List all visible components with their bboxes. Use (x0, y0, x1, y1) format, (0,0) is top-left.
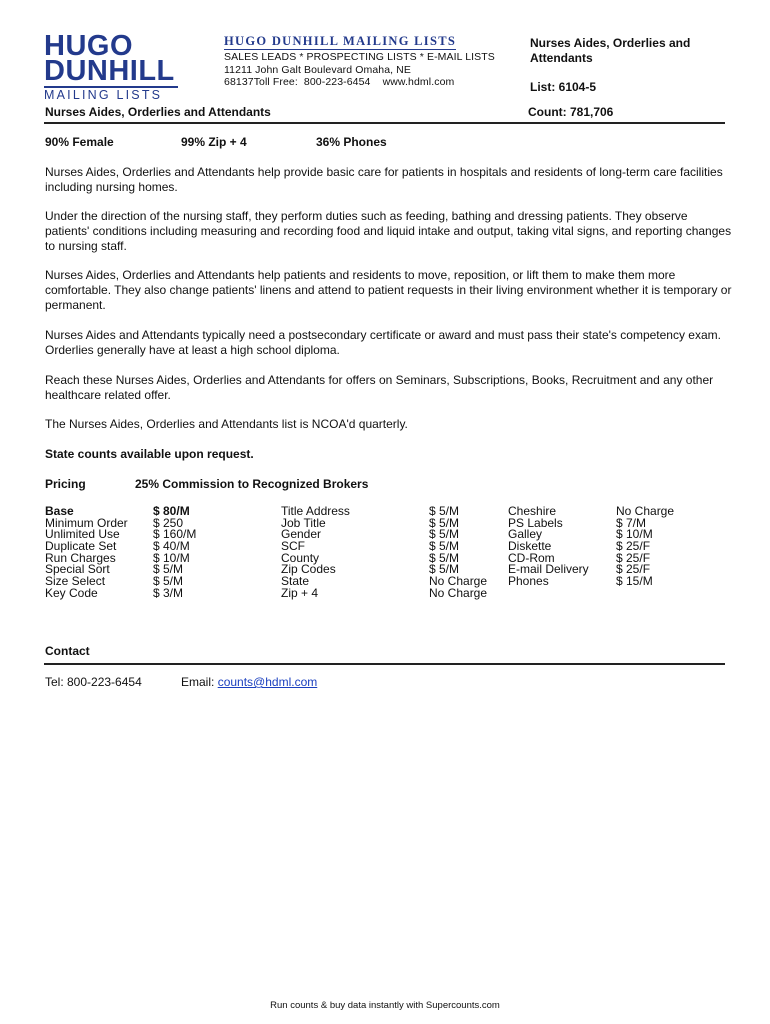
state-counts-note: State counts available upon request. (45, 447, 254, 461)
list-count: Count: 781,706 (528, 105, 614, 119)
pricing-col-2-labels (281, 506, 350, 600)
price-value: $ 5/M (429, 550, 460, 565)
price-value: $ 250 (153, 515, 184, 530)
contact-phone: Tel: 800-223-6454 (45, 675, 142, 689)
pricing-col-2-values (429, 506, 487, 600)
price-label: Size Select (45, 574, 106, 589)
price-label: Special Sort (45, 562, 110, 577)
price-value: $ 5/M (153, 574, 184, 589)
price-label: Zip Codes (281, 562, 336, 577)
address-line-2: 68137Toll Free: 800-223-6454 www.hdml.com (224, 76, 455, 88)
price-label: CD-Rom (508, 550, 555, 565)
pricing-col-3-values (616, 506, 674, 588)
price-label: PS Labels (508, 515, 563, 530)
price-label: Minimum Order (45, 515, 128, 530)
price-value: No Charge (616, 504, 675, 518)
price-value: $ 25/F (616, 550, 651, 565)
description-paragraph: The Nurses Aides, Orderlies and Attendants list is NCOA'd quarterly. (45, 417, 408, 431)
price-label: Run Charges (45, 550, 116, 565)
price-value: $ 15/M (616, 574, 653, 589)
description-paragraph: Under the direction of the nursing staff, they perform duties such as feeding, bathing and dressing patients. They observe patients' conditions including measuring and recording food and liquid intake and output, taking vital signs, and reporting changes to nursing staff. (45, 209, 732, 253)
price-label: Diskette (508, 539, 552, 554)
price-label: Key Code (45, 585, 98, 600)
divider (44, 122, 725, 124)
price-value: No Charge (429, 574, 488, 589)
price-label: SCF (281, 539, 305, 554)
price-value: $ 10/M (153, 550, 190, 565)
price-value: $ 5/M (429, 504, 460, 518)
tagline: SALES LEADS * PROSPECTING LISTS * E-MAIL LISTS (224, 51, 495, 63)
broker-commission: 25% Commission to Recognized Brokers (135, 477, 369, 491)
logo-word-mailing-lists: MAILING LISTS (44, 86, 178, 102)
price-value: $ 5/M (153, 562, 184, 577)
price-label: County (281, 550, 320, 565)
company-name: HUGO DUNHILL MAILING LISTS (224, 34, 457, 48)
price-label: E-mail Delivery (508, 562, 589, 577)
price-value: $ 5/M (429, 527, 460, 542)
pricing-col-1-labels (45, 506, 128, 600)
stat-phones: 36% Phones (316, 135, 387, 149)
list-name-line-2: Attendants (530, 51, 593, 65)
stat-zip: 99% Zip + 4 (181, 135, 247, 149)
price-value: $ 5/M (429, 539, 460, 554)
email-link[interactable]: counts@hdml.com (217, 675, 318, 689)
contact-email-row (181, 675, 317, 689)
price-value: $ 80/M (153, 504, 190, 518)
price-value: $ 3/M (153, 585, 184, 600)
description-paragraph: Nurses Aides, Orderlies and Attendants help provide basic care for patients in hospitals and residents of long-term care facilities including nursing homes. (45, 165, 723, 194)
logo-word-dunhill: DUNHILL (44, 55, 175, 87)
price-label: Cheshire (508, 504, 557, 518)
logo-word-hugo: HUGO (44, 30, 133, 62)
list-name-line-1: Nurses Aides, Orderlies and (530, 36, 691, 50)
price-label: Zip + 4 (281, 585, 319, 600)
pricing-col-1-values (153, 506, 196, 600)
email-label: Email: (181, 675, 218, 689)
list-id: List: 6104-5 (530, 80, 597, 94)
price-value: $ 40/M (153, 539, 190, 554)
price-label: Duplicate Set (45, 539, 117, 554)
price-label: Phones (508, 574, 549, 589)
price-value: $ 5/M (429, 562, 460, 577)
price-value: $ 5/M (429, 515, 460, 530)
footer-note: Run counts & buy data instantly with Supercounts.com (270, 1000, 500, 1011)
description-paragraph: Nurses Aides and Attendants typically need a postsecondary certificate or award and must pass their state's competency exam. Orderlies generally have at least a high school diploma. (45, 328, 721, 357)
stat-female: 90% Female (45, 135, 114, 149)
contact-heading: Contact (45, 644, 90, 658)
price-value: No Charge (429, 585, 488, 600)
divider (44, 663, 725, 665)
pricing-label: Pricing (45, 477, 86, 491)
price-label: State (281, 574, 310, 589)
price-label: Base (45, 504, 74, 518)
price-value: $ 25/F (616, 562, 651, 577)
company-logo (44, 30, 184, 102)
price-label: Job Title (281, 515, 326, 530)
description-paragraph: Reach these Nurses Aides, Orderlies and Attendants for offers on Seminars, Subscriptions, Books, Recruitment and any other healthcare related offer. (45, 373, 714, 402)
page-title: Nurses Aides, Orderlies and Attendants (45, 105, 271, 119)
price-label: Gender (281, 527, 322, 542)
price-label: Unlimited Use (45, 527, 120, 542)
price-label: Title Address (281, 504, 350, 518)
price-label: Galley (508, 527, 543, 542)
price-value: $ 10/M (616, 527, 653, 542)
price-value: $ 7/M (616, 515, 647, 530)
description-paragraph: Nurses Aides, Orderlies and Attendants help patients and residents to move, reposition, or lift them to make them more comfortable. They also change patients' linens and attend to patient requests in their living environment whether it is temporary or permanent. (45, 268, 732, 312)
price-value: $ 25/F (616, 539, 651, 554)
pricing-col-3-labels (508, 506, 589, 588)
address-line-1: 11211 John Galt Boulevard Omaha, NE (224, 64, 411, 76)
price-value: $ 160/M (153, 527, 197, 542)
